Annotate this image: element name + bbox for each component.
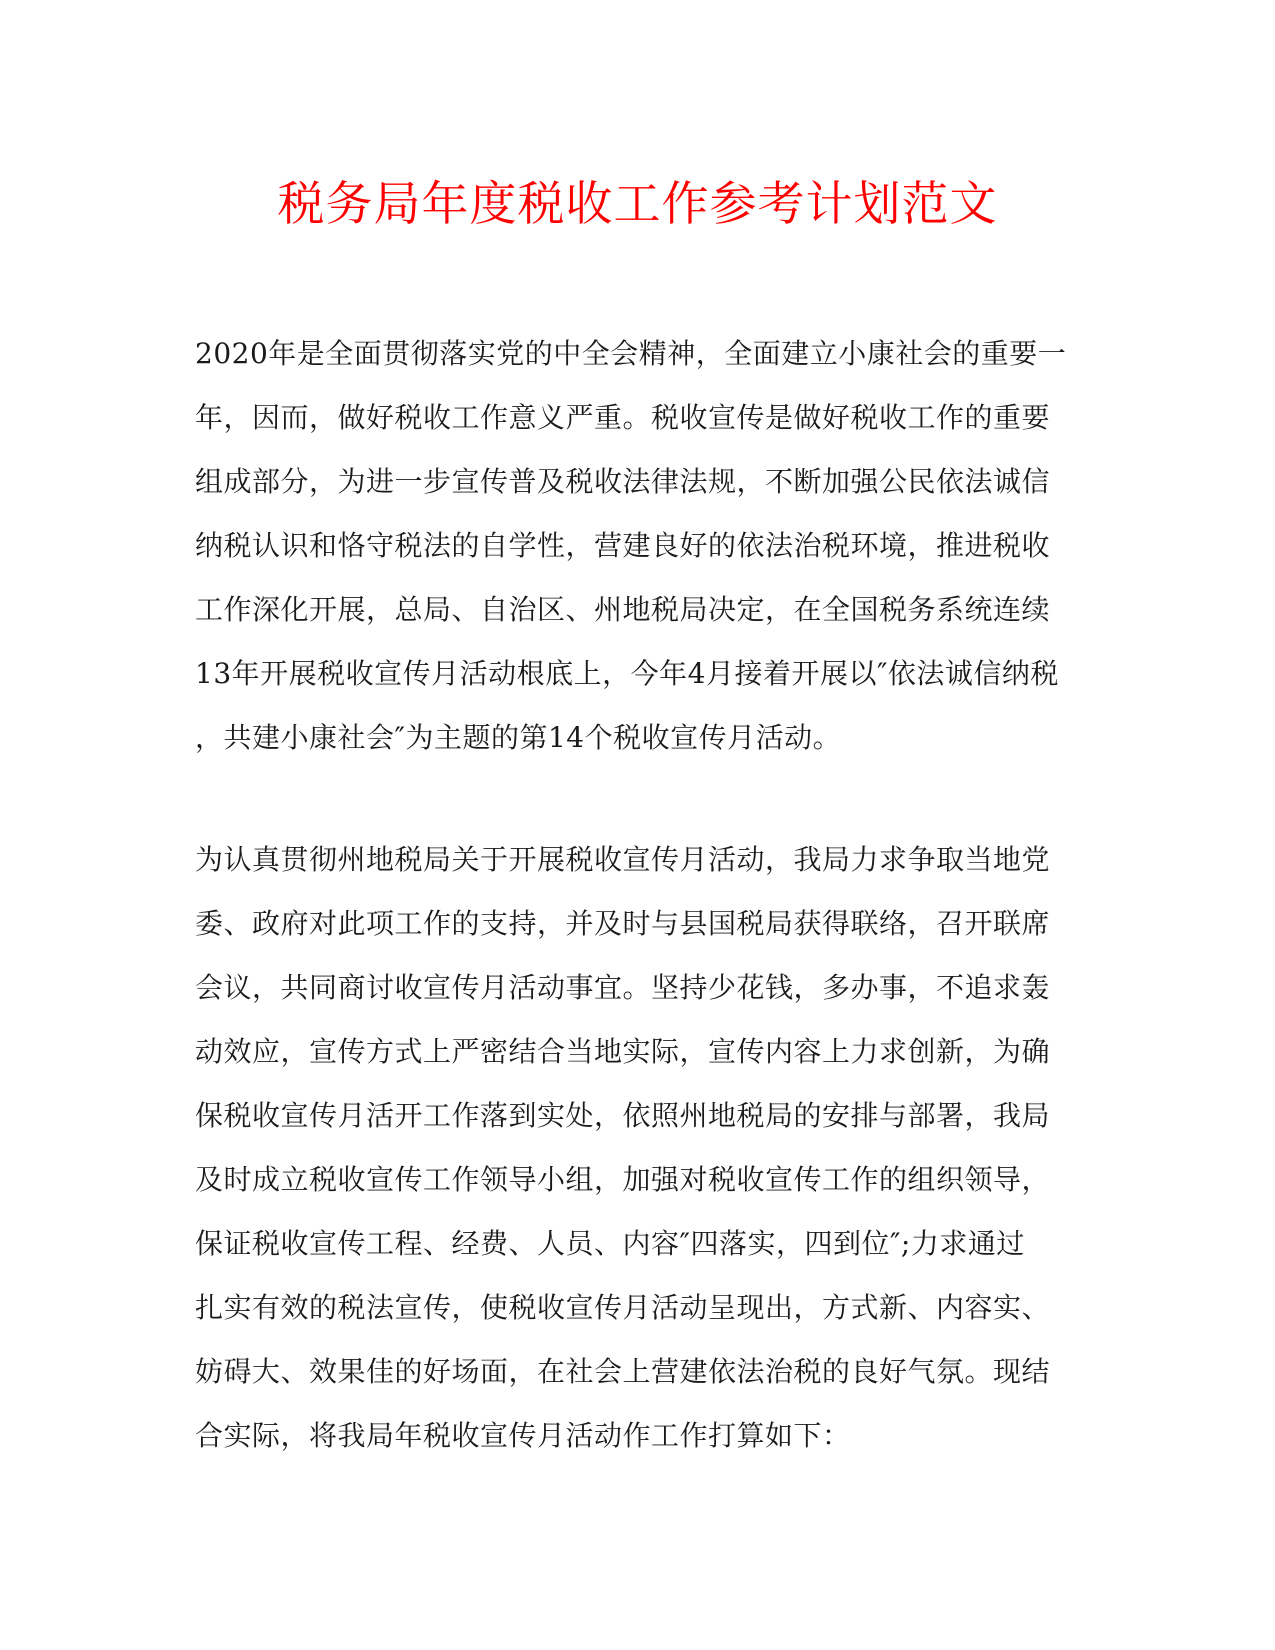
text-line: 委、政府对此项工作的支持，并及时与县国税局获得联络，召开联席: [195, 907, 1051, 940]
text-line: 及时成立税收宣传工作领导小组，加强对税收宣传工作的组织领导，: [195, 1163, 1051, 1196]
text-line: 纳税认识和恪守税法的自学性，营建良好的依法治税环境，推进税收: [195, 529, 1051, 562]
text-line: 扎实有效的税法宣传，使税收宣传月活动呈现出，方式新、内容实、: [195, 1291, 1051, 1324]
document-title: 税务局年度税收工作参考计划范文: [277, 177, 998, 232]
text-line: 13年开展税收宣传月活动根底上，今年4月接着开展以″依法诚信纳税: [195, 657, 1059, 690]
text-line: 动效应，宣传方式上严密结合当地实际，宣传内容上力求创新，为确: [195, 1035, 1051, 1068]
text-line: 组成部分，为进一步宣传普及税收法律法规，不断加强公民依法诚信: [195, 465, 1051, 498]
text-line: 妨碍大、效果佳的好场面，在社会上营建依法治税的良好气氛。现结: [195, 1355, 1051, 1388]
text-line: 年，因而，做好税收工作意义严重。税收宣传是做好税收工作的重要: [195, 401, 1051, 434]
text-line: 合实际，将我局年税收宣传月活动作工作打算如下：: [195, 1419, 851, 1452]
text-line: 工作深化开展，总局、自治区、州地税局决定，在全国税务系统连续: [195, 593, 1051, 626]
text-line: 会议，共同商讨收宣传月活动事宜。坚持少花钱，多办事，不追求轰: [195, 971, 1051, 1004]
text-line: 保证税收宣传工程、经费、人员、内容″四落实，四到位″;力求通过: [195, 1227, 1025, 1260]
paragraph-plan: [195, 828, 1075, 1468]
text-line: 保税收宣传月活开工作落到实处，依照州地税局的安排与部署，我局: [195, 1099, 1051, 1132]
text-line: ，共建小康社会″为主题的第14个税收宣传月活动。: [195, 721, 842, 754]
paragraph-intro: [195, 322, 1075, 770]
text-line: 2020年是全面贯彻落实党的中全会精神，全面建立小康社会的重要一: [195, 337, 1067, 370]
text-line: 为认真贯彻州地税局关于开展税收宣传月活动，我局力求争取当地党: [195, 843, 1051, 876]
